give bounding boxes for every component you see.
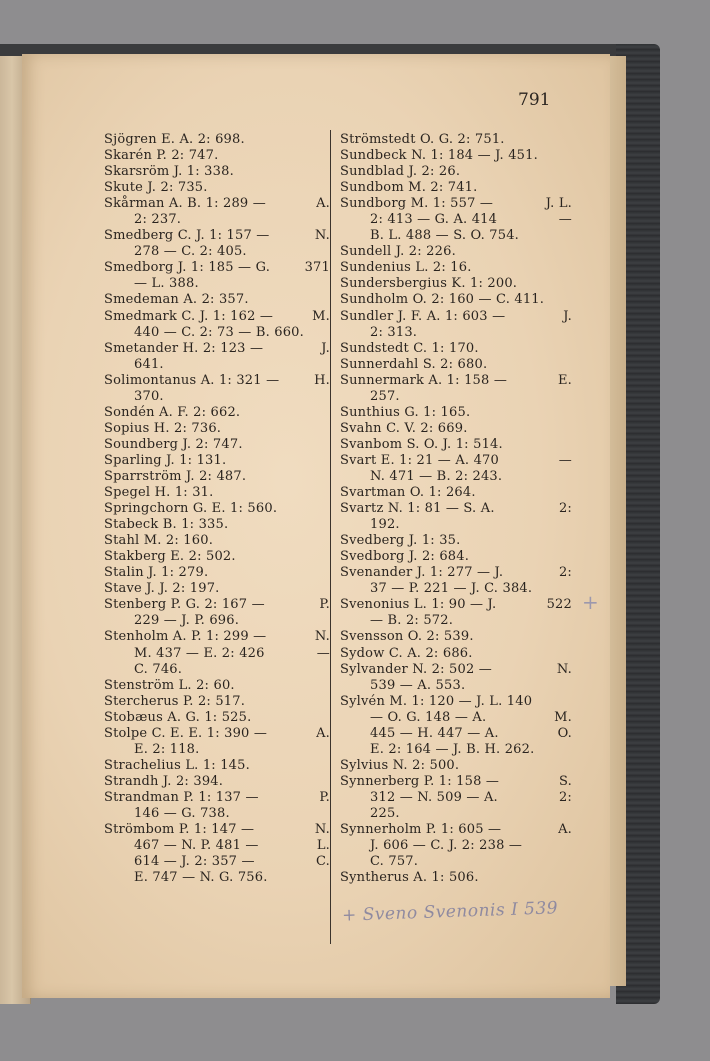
index-entry-text: M. 437 — E. 2: 426 [134, 645, 265, 661]
index-entry-text: 445 — H. 447 — A. [370, 725, 499, 741]
index-entry-line: Sundstedt C. 1: 170. [340, 340, 479, 356]
index-entry-line: Stabeck B. 1: 335. [104, 517, 229, 533]
index-column-left [104, 132, 330, 886]
index-entry-line: Sundholm O. 2: 160 — C. 411. [340, 292, 545, 308]
index-entry-line: Sunnerdahl S. 2: 680. [340, 356, 488, 372]
index-entry-line: 370. [134, 388, 164, 404]
index-entry-line: Sjögren E. A. 2: 698. [104, 132, 245, 147]
index-entry-line [340, 373, 572, 389]
index-entry-line [104, 726, 330, 742]
column-divider [330, 130, 331, 944]
index-entry-line: Stenström L. 2: 60. [104, 677, 235, 693]
index-entry-line: 257. [370, 388, 400, 404]
index-entry-line [104, 838, 330, 854]
index-entry-text: Skårman A. B. 1: 289 — [104, 196, 266, 212]
index-entry-line [104, 260, 330, 276]
index-entry-line: Sundenius L. 2: 16. [340, 260, 472, 276]
index-entry-line [104, 228, 330, 244]
index-entry-line: — L. 388. [134, 276, 199, 292]
index-entry-line: Stave J. J. 2: 197. [104, 581, 220, 597]
index-entry-text: Stolpe C. E. E. 1: 390 — [104, 725, 268, 741]
index-entry-text: A. [558, 822, 572, 838]
index-entry-line [340, 309, 572, 325]
index-entry-line: Skute J. 2: 735. [104, 180, 208, 196]
index-entry-line: N. 471 — B. 2: 243. [370, 468, 503, 484]
page-number: 791 [518, 90, 551, 110]
index-entry-line: Strachelius L. 1: 145. [104, 757, 250, 773]
index-entry-text: N. [314, 228, 330, 244]
index-entry-line: Stercherus P. 2: 517. [104, 693, 246, 709]
index-entry-line [340, 774, 572, 790]
index-entry-line: Skarsröm J. 1: 338. [104, 164, 234, 180]
index-entry-line: Stahl M. 2: 160. [104, 533, 214, 549]
index-entry-text: 2: [558, 501, 572, 517]
index-entry-line: E. 747 — N. G. 756. [134, 870, 268, 886]
index-entry-text: Smedberg C. J. 1: 157 — [104, 228, 270, 244]
index-entry-text: Smedmark C. J. 1: 162 — [104, 308, 274, 324]
index-entry-text: N. [556, 661, 572, 677]
index-entry-text: Sundborg M. 1: 557 — [340, 196, 494, 212]
index-entry-text: Sunnermark A. 1: 158 — [340, 372, 508, 388]
index-entry-line: Smedeman A. 2: 357. [104, 292, 249, 308]
index-entry-text: Synnerberg P. 1: 158 — [340, 773, 500, 789]
index-entry-line: Skarén P. 2: 747. [104, 148, 219, 164]
index-entry-line [340, 597, 572, 613]
index-entry-line: Sundbeck N. 1: 184 — J. 451. [340, 148, 538, 164]
index-entry-line [104, 341, 330, 357]
index-entry-text: Smetander H. 2: 123 — [104, 340, 264, 356]
index-entry-text: — [558, 452, 572, 468]
index-entry-line: Svensson O. 2: 539. [340, 629, 474, 645]
index-entry-text: P. [319, 597, 330, 613]
index-entry-text: L. [316, 838, 330, 854]
index-entry-text: Synnerholm P. 1: 605 — [340, 822, 502, 838]
index-entry-line: Strandh J. 2: 394. [104, 773, 224, 789]
index-entry-line: Sunthius G. 1: 165. [340, 404, 471, 420]
index-entry-line [340, 212, 572, 228]
index-entry-text: 2: [558, 789, 572, 805]
index-entry-line [104, 790, 330, 806]
index-entry-text: — [316, 645, 330, 661]
index-entry-line: Svanbom S. O. J. 1: 514. [340, 436, 503, 452]
index-entry-text: J. [563, 308, 572, 324]
index-entry-line [104, 822, 330, 838]
index-entry-text: 467 — N. P. 481 — [134, 838, 259, 854]
index-entry-line: E. 2: 164 — J. B. H. 262. [370, 741, 535, 757]
index-entry-line: Svedborg J. 2: 684. [340, 549, 470, 565]
index-entry-text: S. [559, 773, 572, 789]
index-entry-text: A. [316, 196, 330, 212]
index-entry-line: 37 — P. 221 — J. C. 384. [370, 581, 533, 597]
index-entry-line [340, 453, 572, 469]
index-entry-line [104, 309, 330, 325]
index-entry-text: M. [554, 709, 572, 725]
index-entry-line: Sparrström J. 2: 487. [104, 468, 247, 484]
index-entry-line [340, 726, 572, 742]
index-entry-line: C. 746. [134, 661, 183, 677]
index-entry-line: E. 2: 118. [134, 741, 200, 757]
index-entry-text: 522 [546, 597, 572, 613]
index-entry-line: 225. [370, 805, 400, 821]
index-entry-line [340, 790, 572, 806]
index-entry-line [104, 629, 330, 645]
index-entry-line [104, 373, 330, 389]
index-entry-line [340, 822, 572, 838]
index-entry-line [104, 597, 330, 613]
index-entry-line: Sydow C. A. 2: 686. [340, 645, 473, 661]
index-entry-line [104, 854, 330, 870]
index-entry-text: C. [315, 854, 330, 870]
index-entry-line: Sundblad J. 2: 26. [340, 164, 461, 180]
index-entry-text: N. [314, 822, 330, 838]
index-entry-text: Svenander J. 1: 277 — J. [340, 565, 504, 581]
index-entry-line: Svahn C. V. 2: 669. [340, 420, 468, 436]
index-entry-text: O. [557, 725, 572, 741]
book-page [22, 54, 610, 998]
index-entry-line: Sundersbergius K. 1: 200. [340, 276, 518, 292]
index-entry-text: 2: [558, 565, 572, 581]
index-entry-line: Soundberg J. 2: 747. [104, 436, 243, 452]
index-entry-line: 192. [370, 517, 400, 533]
index-entry-line: Sopius H. 2: 736. [104, 420, 222, 436]
index-entry-line [104, 646, 330, 662]
index-entry-line: Stakberg E. 2: 502. [104, 549, 236, 565]
index-entry-text: Stenholm A. P. 1: 299 — [104, 629, 267, 645]
index-entry-line: 440 — C. 2: 73 — B. 660. [134, 324, 304, 340]
index-entry-text: Smedborg J. 1: 185 — G. [104, 260, 271, 276]
index-entry-line: Sylvén M. 1: 120 — J. L. 140 [340, 693, 533, 709]
index-entry-line [104, 196, 330, 212]
index-entry-line: 146 — G. 738. [134, 805, 230, 821]
index-entry-line: 278 — C. 2: 405. [134, 244, 247, 260]
index-entry-line: Springchorn G. E. 1: 560. [104, 501, 278, 517]
index-entry-text: 2: 413 — G. A. 414 [370, 212, 498, 228]
index-entry-text: Sylvander N. 2: 502 — [340, 661, 492, 677]
index-entry-text: M. [312, 308, 330, 324]
index-entry-line: 641. [134, 356, 164, 372]
index-entry-text: J. [321, 340, 330, 356]
index-entry-text: Solimontanus A. 1: 321 — [104, 372, 280, 388]
index-entry-line: Sundbom M. 2: 741. [340, 180, 478, 196]
index-entry-text: A. [316, 725, 330, 741]
index-entry-line [340, 710, 572, 726]
index-entry-line: Spegel H. 1: 31. [104, 485, 214, 501]
index-entry-text: — [558, 212, 572, 228]
margin-mark: + [582, 590, 599, 614]
index-entry-text: Sundler J. F. A. 1: 603 — [340, 308, 506, 324]
index-entry-line [340, 501, 572, 517]
index-entry-text: Strandman P. 1: 137 — [104, 789, 259, 805]
handwritten-note: + Sveno Svenonis I 539 [341, 898, 559, 926]
index-entry-text: E. [557, 372, 572, 388]
index-entry-line: Strömstedt O. G. 2: 751. [340, 132, 505, 147]
index-entry-text: 312 — N. 509 — A. [370, 789, 498, 805]
index-entry-line: Svartman O. 1: 264. [340, 485, 476, 501]
index-entry-text: Svart E. 1: 21 — A. 470 [340, 452, 499, 468]
index-entry-line: Stalin J. 1: 279. [104, 565, 209, 581]
index-entry-line: Sundell J. 2: 226. [340, 244, 456, 260]
index-entry-line [340, 196, 572, 212]
index-column-right [340, 132, 572, 886]
index-entry-text: 371 [304, 260, 330, 276]
index-entry-line: B. L. 488 — S. O. 754. [370, 228, 520, 244]
index-entry-line: — B. 2: 572. [370, 613, 454, 629]
index-entry-line: Stobæus A. G. 1: 525. [104, 709, 252, 725]
index-entry-text: J. L. [545, 196, 572, 212]
index-entry-line: Syntherus A. 1: 506. [340, 870, 479, 886]
index-entry-text: H. [314, 372, 330, 388]
index-entry-line [340, 565, 572, 581]
index-entry-text: Stenberg P. G. 2: 167 — [104, 597, 265, 613]
index-entry-text: — O. G. 148 — A. [370, 709, 487, 725]
index-entry-line: 539 — A. 553. [370, 677, 466, 693]
index-entry-line: Sylvius N. 2: 500. [340, 757, 460, 773]
index-entry-text: Strömbom P. 1: 147 — [104, 822, 255, 838]
index-entry-text: 614 — J. 2: 357 — [134, 854, 255, 870]
index-entry-line: C. 757. [370, 854, 419, 870]
index-entry-text: N. [314, 629, 330, 645]
index-entry-text: Svenonius L. 1: 90 — J. [340, 597, 497, 613]
index-entry-line: Sparling J. 1: 131. [104, 452, 227, 468]
index-entry-text: Svartz N. 1: 81 — S. A. [340, 501, 495, 517]
index-entry-line: 2: 313. [370, 324, 418, 340]
index-entry-text: P. [319, 789, 330, 805]
index-entry-line: Svedberg J. 1: 35. [340, 533, 461, 549]
index-entry-line: Sondén A. F. 2: 662. [104, 404, 241, 420]
index-entry-line [340, 662, 572, 678]
index-entry-line: 229 — J. P. 696. [134, 613, 240, 629]
index-entry-line: J. 606 — C. J. 2: 238 — [370, 838, 523, 854]
index-entry-line: 2: 237. [134, 212, 182, 228]
